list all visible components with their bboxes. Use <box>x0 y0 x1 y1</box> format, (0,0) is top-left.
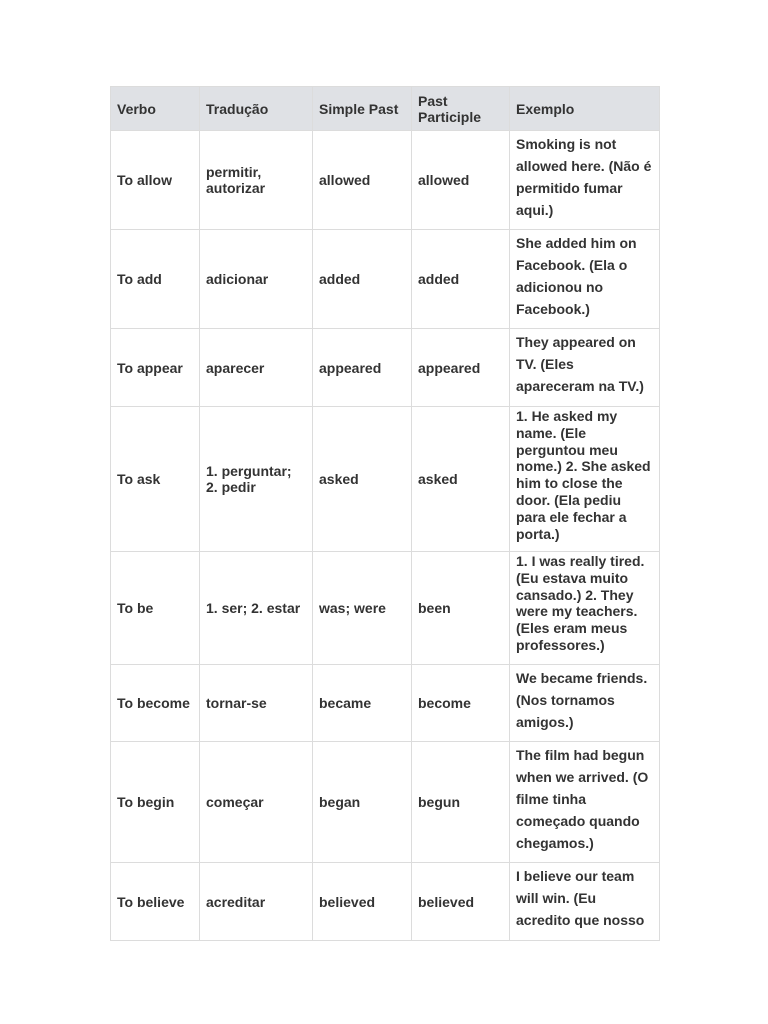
cell-simple-past: became <box>313 665 412 742</box>
cell-simple-past: began <box>313 742 412 863</box>
table-body <box>111 131 660 941</box>
cell-verb: To be <box>111 552 200 665</box>
cell-example <box>510 863 660 941</box>
cell-past-participle: become <box>412 665 510 742</box>
cell-verb: To begin <box>111 742 200 863</box>
cell-translation: aparecer <box>200 329 313 407</box>
cell-verb: To allow <box>111 131 200 230</box>
cell-past-participle: begun <box>412 742 510 863</box>
cell-verb: To appear <box>111 329 200 407</box>
cell-past-participle: asked <box>412 407 510 552</box>
cell-translation: acreditar <box>200 863 313 941</box>
cell-translation: 1. ser; 2. estar <box>200 552 313 665</box>
verb-table <box>110 86 660 941</box>
table-row <box>111 230 660 329</box>
table-row <box>111 329 660 407</box>
cell-translation: adicionar <box>200 230 313 329</box>
cell-example: They appeared on TV. (Eles apareceram na TV.) <box>510 329 660 407</box>
cell-example: 1. I was really tired. (Eu estava muito cansado.) 2. They were my teachers. (Eles eram meus professores.) <box>510 552 660 665</box>
cell-example: We became friends. (Nos tornamos amigos.) <box>510 665 660 742</box>
cell-past-participle: added <box>412 230 510 329</box>
cell-example: She added him on Facebook. (Ela o adicionou no Facebook.) <box>510 230 660 329</box>
table-row <box>111 407 660 552</box>
table-row <box>111 665 660 742</box>
cell-simple-past: believed <box>313 863 412 941</box>
cell-example-text: I believe our team will win. (Eu acredito que nosso <box>516 868 645 928</box>
header-exemplo: Exemplo <box>510 87 660 131</box>
cell-simple-past: allowed <box>313 131 412 230</box>
header-past-participle: Past Participle <box>412 87 510 131</box>
header-simple-past: Simple Past <box>313 87 412 131</box>
cell-simple-past: asked <box>313 407 412 552</box>
cell-simple-past: was; were <box>313 552 412 665</box>
cell-past-participle: allowed <box>412 131 510 230</box>
cell-verb: To add <box>111 230 200 329</box>
cell-simple-past: appeared <box>313 329 412 407</box>
cell-simple-past: added <box>313 230 412 329</box>
cell-example: The film had begun when we arrived. (O filme tinha começado quando chegamos.) <box>510 742 660 863</box>
table-row <box>111 131 660 230</box>
header-row <box>111 87 660 131</box>
cell-past-participle: appeared <box>412 329 510 407</box>
table-row <box>111 863 660 941</box>
table-header <box>111 87 660 131</box>
cell-past-participle: believed <box>412 863 510 941</box>
table-row <box>111 552 660 665</box>
header-traducao: Tradução <box>200 87 313 131</box>
cell-verb: To believe <box>111 863 200 941</box>
cell-example: 1. He asked my name. (Ele perguntou meu nome.) 2. She asked him to close the door. (Ela pediu para ele fechar a porta.) <box>510 407 660 552</box>
cell-past-participle: been <box>412 552 510 665</box>
table-row <box>111 742 660 863</box>
cell-verb: To ask <box>111 407 200 552</box>
header-verbo: Verbo <box>111 87 200 131</box>
cell-example: Smoking is not allowed here. (Não é permitido fumar aqui.) <box>510 131 660 230</box>
cell-translation: começar <box>200 742 313 863</box>
cell-translation: tornar-se <box>200 665 313 742</box>
cell-verb: To become <box>111 665 200 742</box>
cell-translation: 1. perguntar; 2. pedir <box>200 407 313 552</box>
cell-translation: permitir, autorizar <box>200 131 313 230</box>
